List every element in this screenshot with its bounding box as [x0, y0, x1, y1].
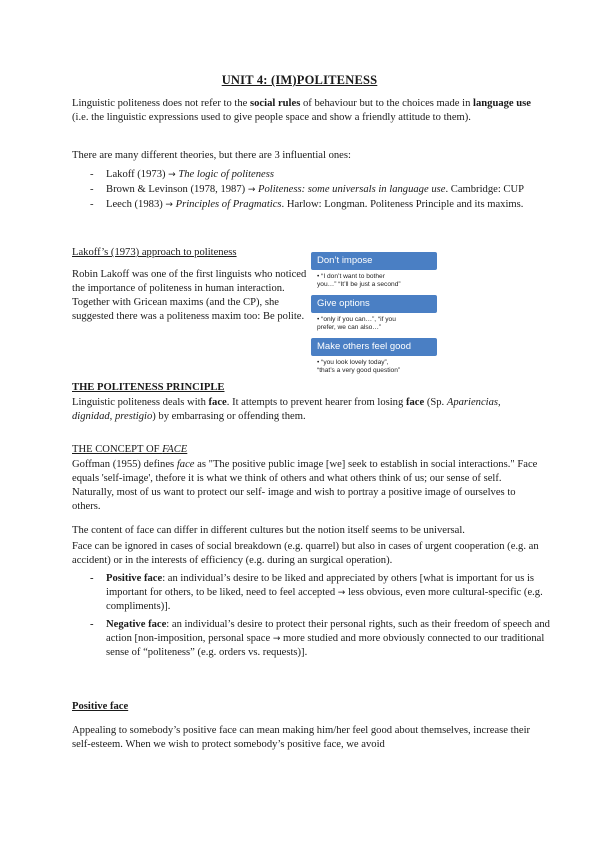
pp-text-4: ) by embarrasing or offending them.: [152, 411, 306, 422]
list-dash: -: [90, 199, 94, 210]
face-type-name: Negative face: [106, 619, 167, 630]
face-heading-text: THE CONCEPT OF: [72, 444, 163, 455]
intro-text-3: (i.e. the linguistic expressions used to give people space and show a friendly attitude to them).: [72, 112, 471, 123]
politeness-maxim-diagram: [311, 252, 439, 380]
pp-heading-text: THE POLITENESS PRINCIPLE: [72, 382, 225, 393]
lakoff-body: Robin Lakoff was one of the first linguists who noticed the importance of politeness in human interaction. Together with Gricean maxims (and the CP), she suggested there was a politeness maxim too: Be polite.: [72, 269, 307, 322]
theories-list: [90, 168, 545, 212]
diagram-example: [317, 359, 439, 375]
face-type-text-2: more studied and more obviously connected to our traditional sense of “politeness” (e.g. orders vs. requests)].: [106, 633, 545, 658]
face-definition-paragraph: [72, 458, 542, 514]
lakoff-heading-text: Lakoff’s (1973) approach to politeness: [72, 247, 237, 258]
intro-text-2: of behaviour but to the choices made in: [300, 98, 474, 109]
pp-bold-face-2: face: [405, 397, 425, 408]
politeness-principle-paragraph: [72, 396, 542, 424]
theory-work: Principles of Pragmatics: [172, 199, 282, 210]
theories-intro: There are many different theories, but there are 3 influential ones:: [72, 150, 351, 161]
theory-work: Politeness: some universals in language use: [255, 184, 446, 195]
arrow-icon: →: [337, 588, 346, 598]
diagram-box-give-options: Give options: [311, 295, 437, 313]
list-dash: -: [90, 184, 94, 195]
face-breakdown-paragraph: Face can be ignored in cases of social breakdown (e.g. quarrel) but also in cases of urgent cooperation (e.g. an accident) or in the interests of efficiency (e.g. during an surgical operation).: [72, 541, 539, 566]
theory-item: [90, 198, 545, 212]
intro-paragraph: [72, 97, 542, 125]
face-p1-text-a: Goffman (1955) defines: [72, 459, 177, 470]
theory-item: [90, 183, 545, 197]
positive-face-heading: [72, 700, 542, 714]
page-title: UNIT 4: (IM)POLITENESS: [221, 73, 378, 87]
face-type-item: [90, 572, 550, 614]
lakoff-heading: [72, 246, 307, 260]
intro-text-1: Linguistic politeness does not refer to the: [72, 98, 250, 109]
theory-item: [90, 168, 545, 182]
list-dash: -: [90, 619, 94, 630]
face-p1-italic: face: [176, 459, 195, 470]
diagram-example-line: • “I don’t want to bother: [317, 273, 385, 280]
diagram-example: [317, 316, 439, 332]
face-type-item: [90, 618, 550, 660]
arrow-icon: →: [165, 200, 173, 210]
politeness-principle-heading: [72, 381, 542, 395]
theory-rest: . Harlow: Longman. Politeness Principle and its maxims.: [281, 199, 524, 210]
face-p1-text-b: as "The positive public image [we] seek to establish in social interactions." Face equals 'self-image', thefore it is what we think of others and what others think of us; our sense of self. Naturally, most of us want to protect our self- image and wish to portray a positive image of ourselves to others.: [72, 459, 538, 512]
face-type-text-2: less obvious, even more cultural-specific (e.g. compliments)].: [106, 587, 543, 612]
diagram-box-make-others-feel-good: Make others feel good: [311, 338, 437, 356]
positive-face-heading-text: Positive face: [72, 701, 129, 712]
list-dash: -: [90, 169, 94, 180]
theory-rest: . Cambridge: CUP: [445, 184, 525, 195]
pp-bold-face: face: [208, 397, 227, 408]
diagram-example-line: • “only if you can…”, “if you: [317, 316, 396, 323]
diagram-example-line: • “you look lovely today”,: [317, 359, 389, 366]
theory-author: Brown & Levinson (1978, 1987): [106, 184, 248, 195]
diagram-example-line: you…” “It’ll be just a second”: [317, 281, 401, 288]
pp-text-1: Linguistic politeness deals with: [72, 397, 209, 408]
arrow-icon: →: [247, 185, 256, 195]
theory-work: The logic of politeness: [175, 169, 274, 180]
positive-face-paragraph: Appealing to somebody’s positive face can mean making him/her feel good about themselves, increase their self-esteem. When we wish to protect somebody’s positive face, we avoid: [72, 725, 531, 750]
face-types-list: [90, 572, 550, 660]
intro-bold-social-rules: social rules: [250, 98, 301, 109]
diagram-example-line: “that’s a very good question”: [317, 367, 401, 374]
face-type-text: : an individual’s desire to protect their personal rights, such as their freedom of speech and action [non-imposition, personal space: [106, 619, 550, 644]
face-type-text: : an individual’s desire to be liked and appreciated by others [what is important for us is important for others, to be liked, need to feel accepted: [106, 573, 535, 598]
pp-italic-spanish: Apariencias, dignidad, prestigio: [72, 397, 501, 422]
arrow-icon: →: [272, 634, 281, 644]
pp-text-3: (Sp.: [424, 397, 447, 408]
theory-author: Leech (1983): [106, 199, 166, 210]
diagram-example: [317, 273, 439, 289]
face-type-name: Positive face: [106, 573, 163, 584]
face-culture-paragraph: The content of face can differ in different cultures but the notion itself seems to be universal.: [72, 525, 465, 536]
diagram-example-line: prefer, we can also…”: [317, 324, 382, 331]
theory-author: Lakoff (1973): [106, 169, 169, 180]
pp-text-2: . It attempts to prevent hearer from losing: [226, 397, 406, 408]
list-dash: -: [90, 573, 94, 584]
face-heading-italic: FACE: [162, 444, 188, 455]
arrow-icon: →: [168, 170, 176, 180]
face-heading: [72, 443, 542, 457]
diagram-box-dont-impose: Don’t impose: [311, 252, 437, 270]
intro-bold-language-use: language use: [473, 98, 531, 109]
